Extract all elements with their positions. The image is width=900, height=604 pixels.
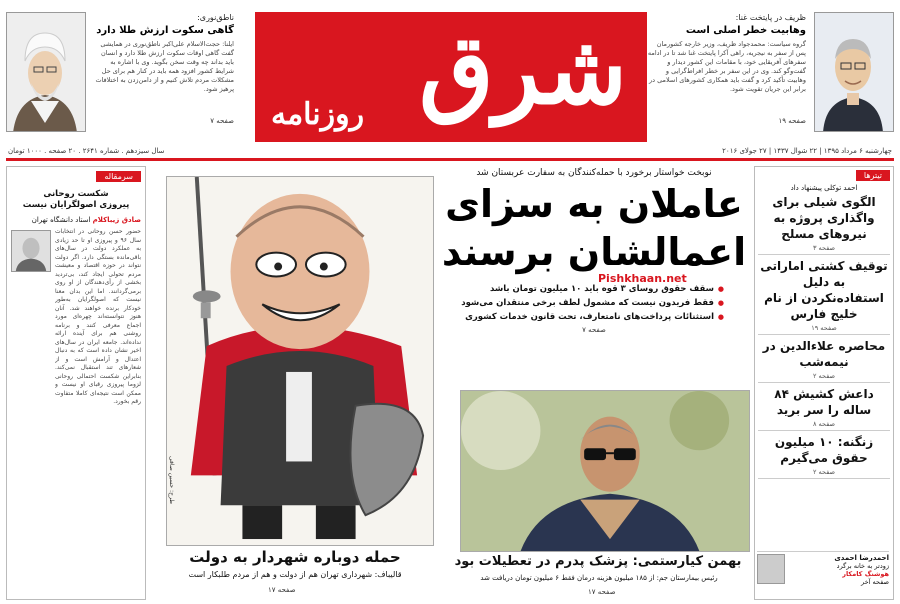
page-ref: صفحه ۷ (582, 326, 606, 334)
newspaper-logo (255, 12, 647, 142)
headline-item[interactable] (758, 383, 890, 431)
footer-columnist: هوشنگ کامکار (842, 570, 889, 578)
masthead-left-story[interactable] (6, 12, 236, 142)
page-ref: صفحه ۱۹ (811, 324, 837, 332)
headline-title[interactable]: محاصره علاءالدین در نیمه‌شب (762, 339, 886, 369)
author-avatar (11, 230, 51, 272)
page-ref: صفحه ۱۷ (588, 588, 616, 596)
headline-title[interactable]: توقیف کشتی اماراتی به دلیل استفاده‌نکردن از نام خلیج فارس (760, 259, 888, 321)
lead-headline-line-2[interactable]: اعمالشان برسند (441, 230, 747, 274)
zarif-photo (814, 12, 894, 132)
column-footer[interactable] (757, 551, 889, 595)
footer-line: زودتر به خانه برگرد (836, 562, 889, 570)
lead-bullets (438, 282, 750, 324)
page-ref: صفحه ۱۷ (268, 586, 296, 594)
masthead-right-story[interactable] (644, 12, 894, 142)
masthead-divider (6, 158, 894, 161)
story-body: ایلنا: حجت‌الاسلام علی‌اکبر ناطق‌نوری در همایشی گفت گاهی اوقات سکوت ارزش طلا دارد و انسان باید بداند چه وقت سخن بگوید. وی با اشاره به شرایط کشور افزود همه باید در کنار هم برای حل مشکلات مردم تلاش کنیم و از دامن‌زدن به اختلافات پرهیز شود. (95, 40, 234, 93)
headline-title[interactable]: داعش کشیش ۸۴ ساله را سر برید (774, 387, 874, 417)
nategh-nouri-photo (6, 12, 86, 132)
lead-headline-line-1[interactable]: عاملان به سزای (445, 182, 743, 226)
headline-title[interactable]: الگوی شیلی برای واگذاری پروژه به نیروهای مسلح (772, 195, 876, 241)
cartoon-credit: طرح: حسین صافی (168, 456, 175, 505)
masthead (0, 0, 900, 158)
watermark: Pishkhaan.net (598, 272, 687, 285)
story-body: گروه سیاست: محمدجواد ظریف، وزیر خارجه کشورمان پس از سفر به نیجریه، راهی آکرا پایتخت غنا شد تا در ادامه سفرهای آفریقایی خود، با مقامات این کشور دیدار و گفت‌وگو کند. وی در این سفر بر خطر افراط‌گرایی و وهابیت تأکید کرد و گفت باید همکاری کشورهای اسلامی در برابر این جریان تقویت شود. (647, 40, 806, 93)
page-ref: صفحه ۲ (812, 468, 836, 476)
headline-item[interactable] (758, 181, 890, 255)
page-ref: صفحه ۱۹ (778, 117, 806, 125)
page-ref: صفحه ۲ (812, 372, 836, 380)
logo-text: شرق (419, 13, 627, 126)
section-badge: تیترها (856, 170, 890, 181)
page-ref: صفحه آخر (861, 578, 889, 586)
mayor-caricature (166, 176, 434, 546)
lead-story[interactable] (438, 166, 750, 600)
kiarostami-photo (460, 390, 750, 552)
headline-item[interactable] (758, 431, 890, 479)
columnist-avatar (757, 554, 785, 584)
headline-kicker: احمد توکلی پیشنهاد داد (790, 184, 858, 192)
headlines-column (754, 166, 894, 600)
page-ref: صفحه ۸ (812, 420, 836, 428)
issue-line: سال سیزدهم . شماره ۲۶۴۱ . ۲۰ صفحه . ۱۰۰۰ تومان (8, 147, 165, 155)
lead-topline: نوبخت خواستار برخورد با حمله‌کنندگان به سفارت عربستان شد (476, 168, 712, 178)
page-ref: صفحه ۷ (210, 117, 234, 125)
date-line: چهارشنبه ۶ مرداد ۱۳۹۵ | ۲۲ شوال ۱۴۳۷ | ۲۷ جولای ۲۰۱۶ (722, 147, 892, 155)
photo-subtitle: رئیس بیمارستان جم: از ۱۸۵ میلیون هزینه درمان فقط ۶ میلیون تومان دریافت شد (480, 574, 718, 582)
author-name: صادق زیباکلام (92, 216, 141, 224)
photo-headline[interactable]: بهمن کیارستمی: پزشک پدرم در تعطیلات بود (454, 554, 742, 569)
story-kicker: ظریف در پایتخت غنا: (735, 13, 806, 22)
author-role: استاد دانشگاه تهران (31, 216, 91, 224)
story-kicker: ناطق‌نوری: (197, 13, 234, 22)
bullet-item: ● استثنائات پرداخت‌های نامتعارف، تحت قانون خدمات کشوری (446, 310, 724, 324)
footer-name: احمدرضا احمدی (834, 554, 889, 562)
editorial-headline[interactable]: پیروزی اصولگرایان نیست (22, 200, 130, 210)
logo-subtext: روزنامه (271, 97, 365, 132)
author-line (11, 216, 141, 224)
cartoon-headline[interactable]: حمله دوباره شهردار به دولت (189, 548, 401, 566)
page-ref: صفحه ۳ (812, 244, 836, 252)
cartoon-subtitle: قالیباف: شهرداری تهران هم از دولت و هم از مردم طلبکار است (188, 570, 402, 579)
bullet-item: ● سقف حقوق روسای ۳ قوه باید ۱۰ میلیون تومان باشد (446, 282, 724, 296)
bullet-item: ● فقط فریدون نیست که مشمول لطف برخی منتقدان می‌شود (446, 296, 724, 310)
headline-item[interactable] (758, 335, 890, 383)
headline-title[interactable]: زنگنه: ۱۰ میلیون حقوق می‌گیرم (774, 435, 874, 465)
cartoon-block[interactable] (148, 166, 436, 600)
editorial-column[interactable] (6, 166, 146, 600)
story-title[interactable]: وهابیت خطر اصلی است (685, 25, 806, 36)
editorial-kicker: شکست روحانی (43, 189, 109, 199)
section-badge: سرمقاله (96, 171, 141, 182)
headline-item[interactable] (758, 255, 890, 335)
story-title[interactable]: گاهی سکوت ارزش طلا دارد (96, 25, 234, 36)
editorial-body: حضور حسن روحانی در انتخابات سال ۹۶ و پیروزی او تا حد زیادی به عملکرد دولت در سال‌های باقی‌مانده بستگی دارد. اگر دولت نتواند در حوزه اقتصاد و معیشت مردم تحولی ایجاد کند، بی‌تردید بخشی از رأی‌دهندگان از او روی برمی‌گردانند. اما این بدان معنا نیست که اصولگرایان به‌طور خودکار برنده خواهند شد. آنان هنوز نتوانسته‌اند چهره‌ای مورد اجماع معرفی کنند و برنامه روشنی هم برای آینده ارائه نداده‌اند. جامعه ایران در سال‌های اخیر نشان داده است که به دنبال اعتدال و آرامش است و از شعارهای تند استقبال نمی‌کند. بنابراین شکست احتمالی روحانی لزوما پیروزی رقبای او نیست و ممکن است نتیجه‌ای کاملا متفاوت رقم بخورد. (55, 228, 141, 405)
